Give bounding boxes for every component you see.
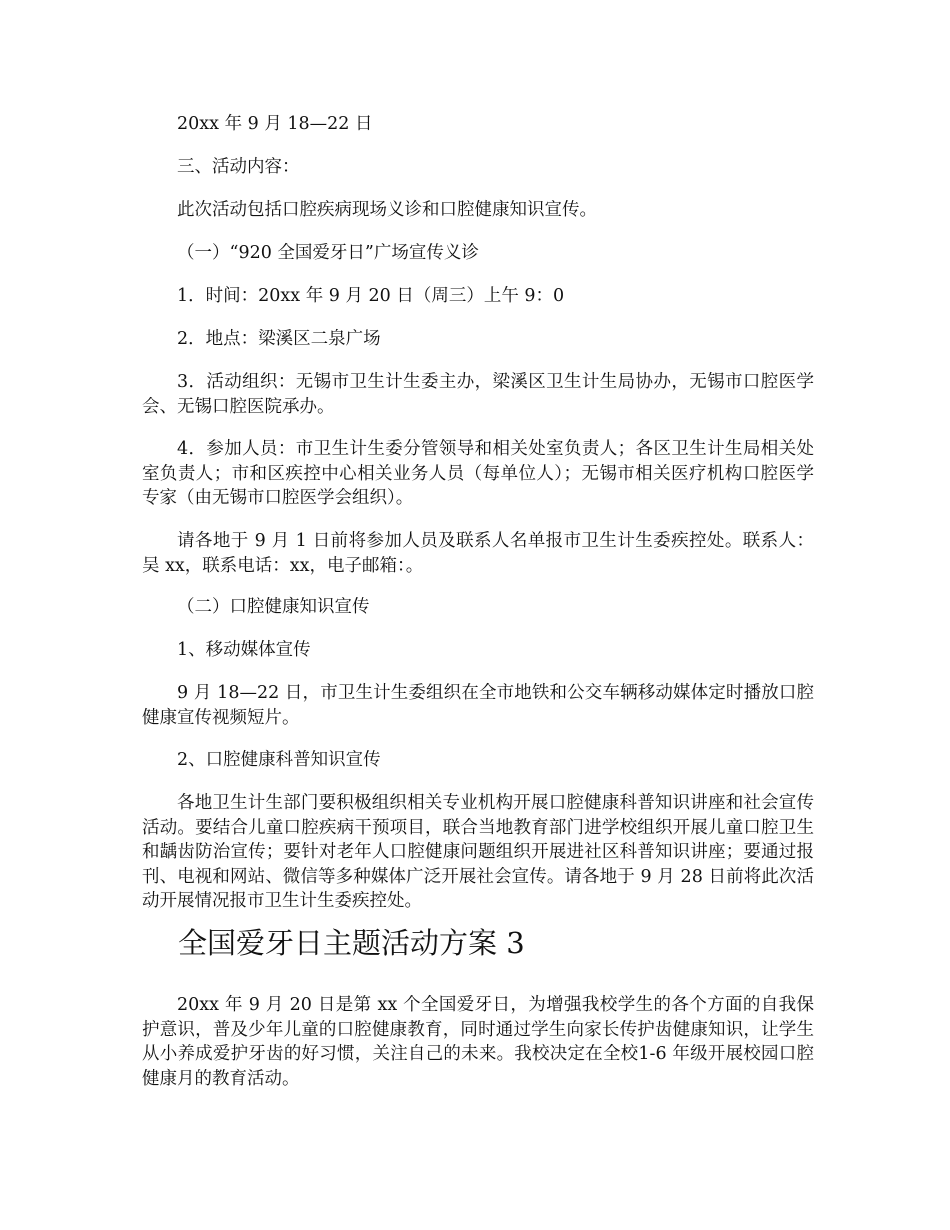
date-line: 20xx 年 9 月 18—22 日 (177, 114, 373, 134)
subsection-heading-health-knowledge: （二）口腔健康知识宣传 (177, 597, 370, 617)
item-mobile-media: 1、移动媒体宣传 (177, 640, 311, 660)
item-time: 1．时间：20xx 年 9 月 20 日（周三）上午 9：0 (177, 286, 565, 306)
activity-summary: 此次活动包括口腔疾病现场义诊和口腔健康知识宣传。 (177, 200, 597, 220)
intro-paragraph: 20xx 年 9 月 20 日是第 xx 个全国爱牙日，为增强我校学生的各个方面的自我保护意识，普及少年儿童的口腔健康教育，同时通过学生向家长传护齿健康知识，让学生从小养成爱护牙齿的好习惯，关注自己的未来。我校决定在全校1-6 年级开展校园口腔健康月的教育活动。 (142, 995, 814, 1089)
section-heading-activity-content: 三、活动内容： (177, 157, 300, 177)
science-popularization-description: 各地卫生计生部门要积极组织相关专业机构开展口腔健康科普知识讲座和社会宣传活动。要结合儿童口腔疾病干预项目，联合当地教育部门进学校组织开展儿童口腔卫生和龋齿防治宣传；要针对老年人口腔健康问题组织开展进社区科普知识讲座；要通过报刊、电视和网站、微信等多种媒体广泛开展社会宣传。请各地于 9 月 28 日前将此次活动开展情况报市卫生计生委疾控处。 (142, 793, 814, 911)
item-location: 2．地点：梁溪区二泉广场 (177, 329, 381, 349)
subsection-heading-plaza-clinic: （一）“920 全国爱牙日”广场宣传义诊 (177, 243, 479, 263)
item-science-popularization: 2、口腔健康科普知识宣传 (177, 750, 381, 770)
registration-notice: 请各地于 9 月 1 日前将参加人员及联系人名单报市卫生计生委疾控处。联系人：吴 xx，联系电话：xx，电子邮箱：。 (142, 531, 814, 576)
item-organization: 3．活动组织：无锡市卫生计生委主办，梁溪区卫生计生局协办，无锡市口腔医学会、无锡口腔医院承办。 (142, 372, 814, 417)
section-title: 全国爱牙日主题活动方案 3 (178, 926, 525, 960)
item-participants: 4．参加人员：市卫生计生委分管领导和相关处室负责人；各区卫生计生局相关处室负责人；市和区疾控中心相关业务人员（每单位人）；无锡市相关医疗机构口腔医学专家（由无锡市口腔医学会组织）。 (142, 439, 814, 508)
mobile-media-description: 9 月 18—22 日，市卫生计生委组织在全市地铁和公交车辆移动媒体定时播放口腔健康宣传视频短片。 (142, 683, 814, 728)
